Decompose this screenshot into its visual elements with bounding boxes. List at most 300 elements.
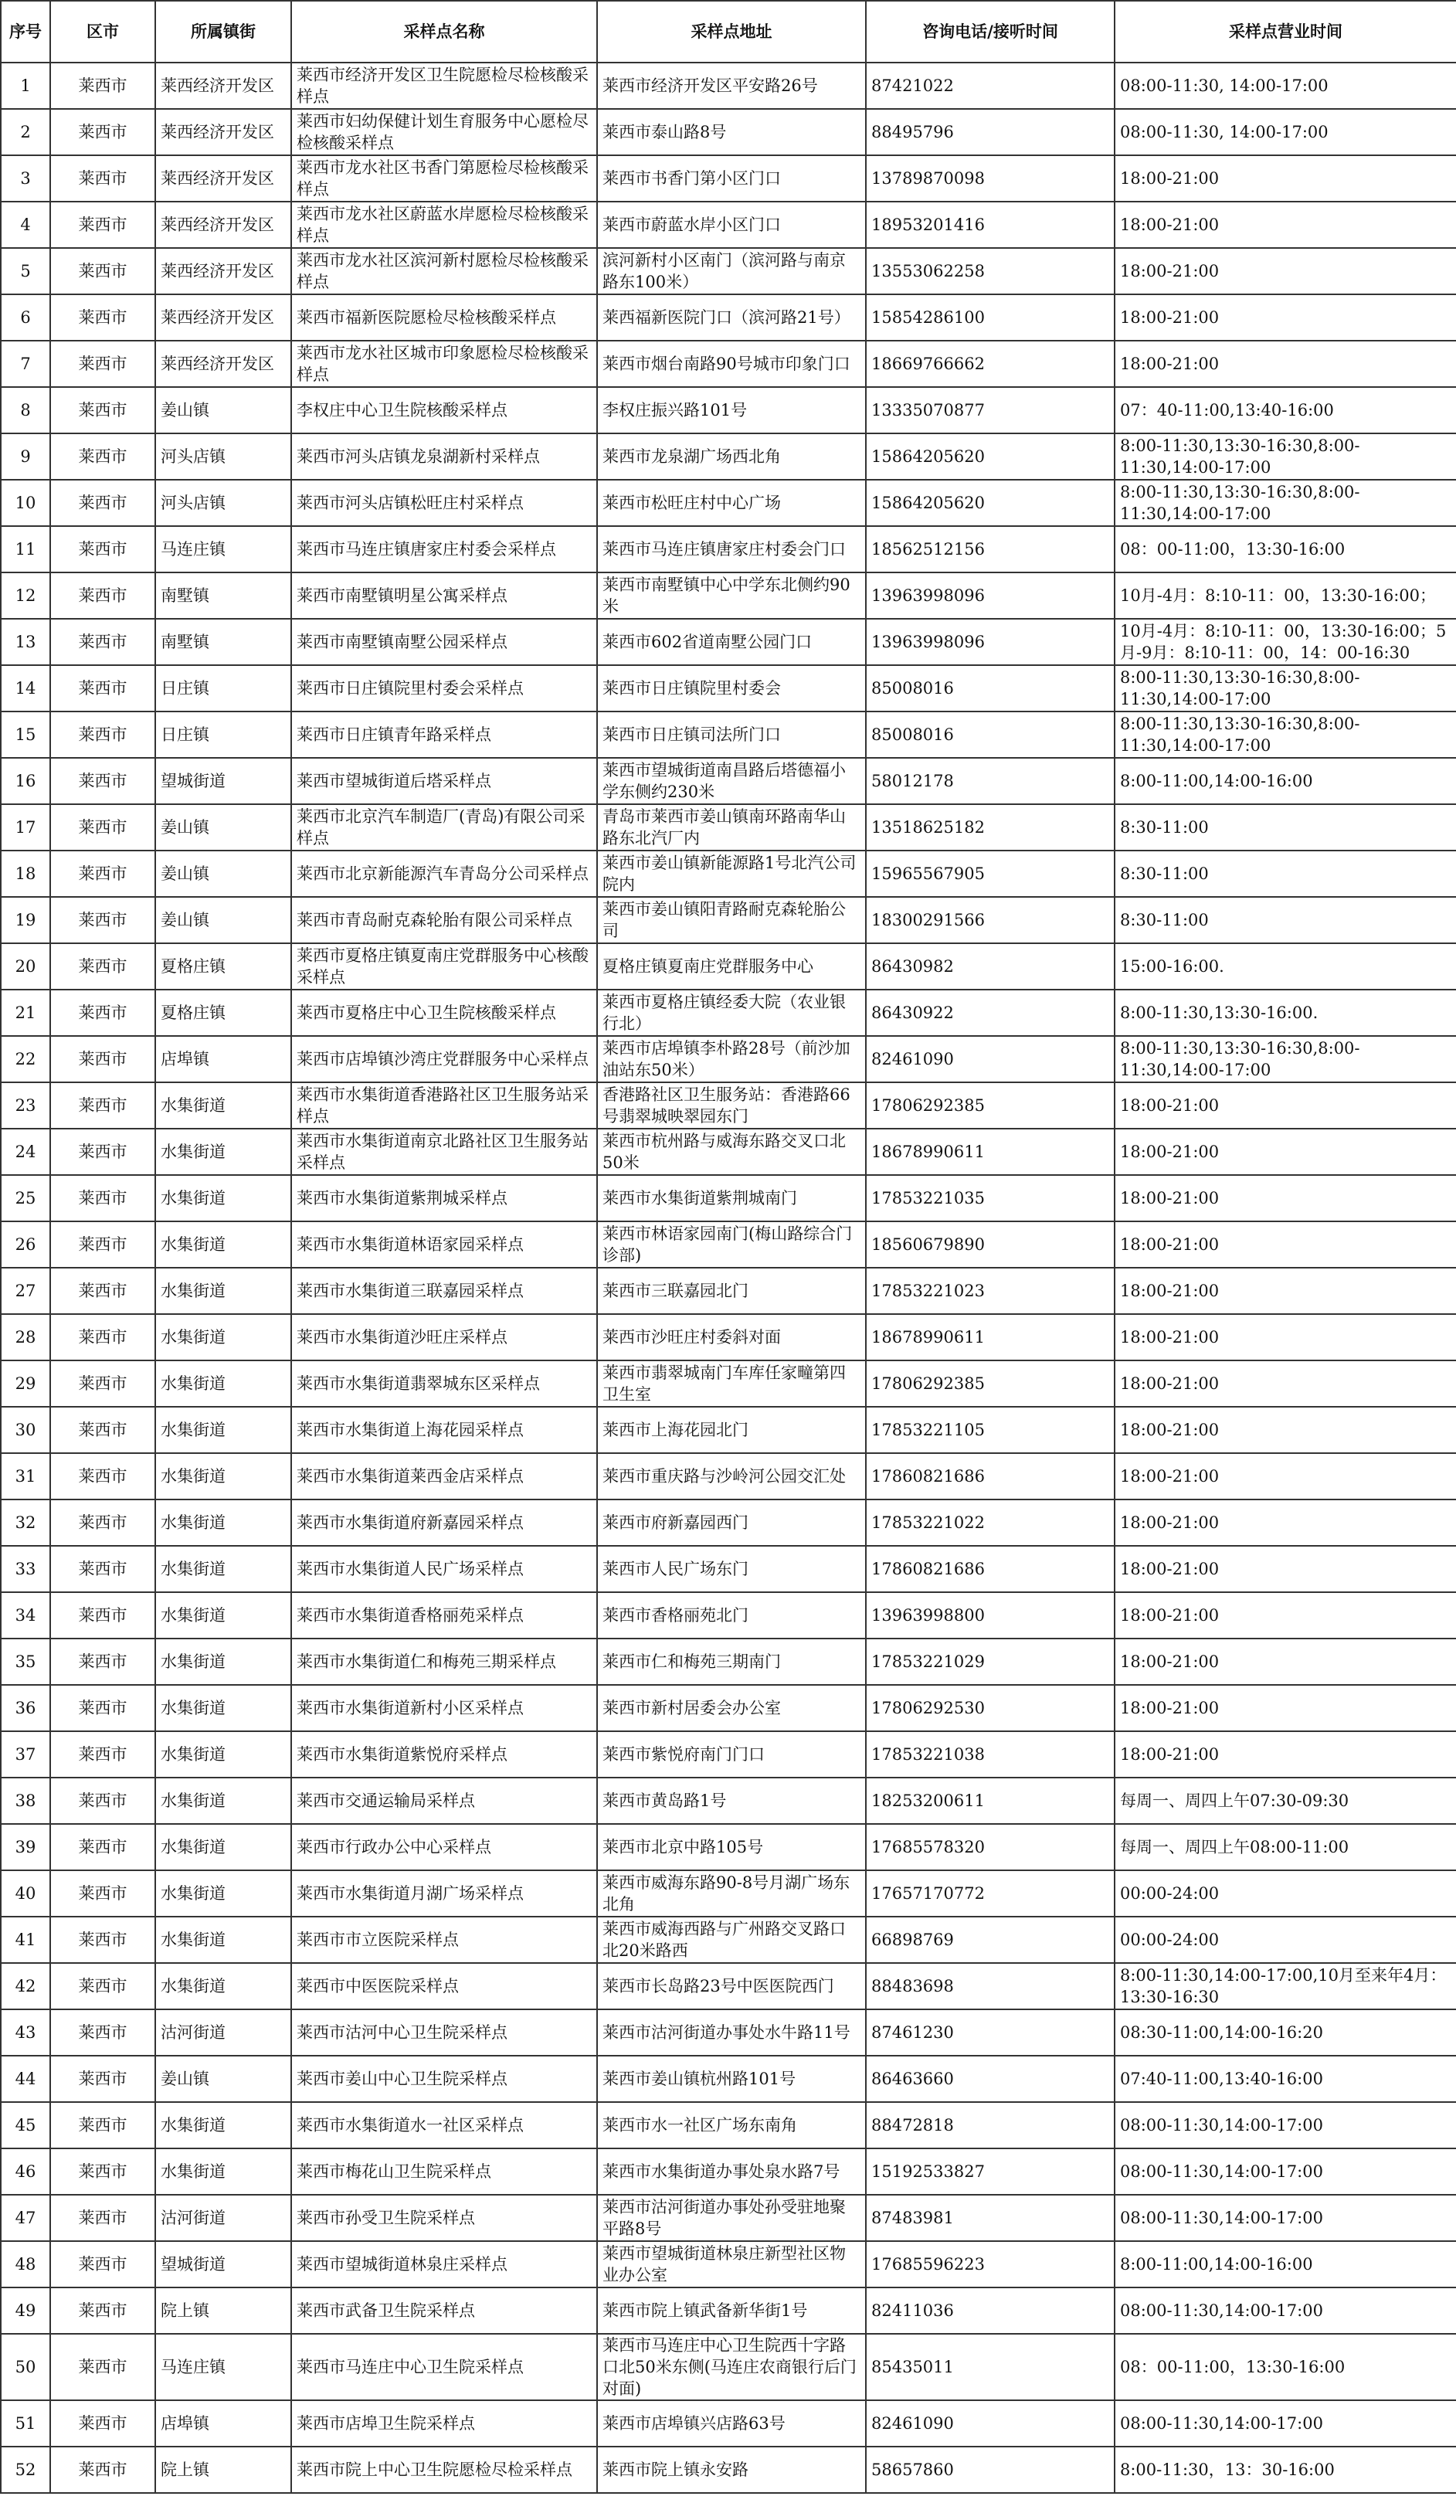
cell-district: 莱西市: [50, 1129, 155, 1175]
table-row: [1, 202, 1456, 248]
cell-site-name: 莱西市武备卫生院采样点: [291, 2287, 597, 2334]
cell-site-address: 莱西市沽河街道办事处孙受驻地聚平路8号: [597, 2195, 866, 2241]
cell-site-address: 莱西市水一社区广场东南角: [597, 2102, 866, 2148]
header-town: 所属镇街: [155, 1, 291, 63]
cell-site-address: 莱西市书香门第小区门口: [597, 155, 866, 202]
cell-index: 22: [1, 1036, 50, 1082]
cell-site-address: 青岛市莱西市姜山镇南环路南华山路东北汽厂内: [597, 804, 866, 851]
cell-district: 莱西市: [50, 1360, 155, 1407]
cell-hours: 08：00-11:00，13:30-16:00: [1115, 2334, 1456, 2400]
cell-site-address: 莱西市南墅镇中心中学东北侧约90米: [597, 572, 866, 619]
cell-hours: 08:00-11:30, 14:00-17:00: [1115, 109, 1456, 155]
cell-district: 莱西市: [50, 2056, 155, 2102]
cell-phone: 17860821686: [866, 1546, 1115, 1592]
table-row: [1, 619, 1456, 665]
cell-town: 望城街道: [155, 758, 291, 804]
cell-town: 水集街道: [155, 1685, 291, 1731]
cell-site-name: 莱西市院上中心卫生院愿检尽检采样点: [291, 2447, 597, 2493]
cell-site-name: 莱西市水集街道府新嘉园采样点: [291, 1499, 597, 1546]
cell-site-name: 莱西市日庄镇院里村委会采样点: [291, 665, 597, 712]
table-row: [1, 387, 1456, 433]
table-row: [1, 2287, 1456, 2334]
table-row: [1, 1546, 1456, 1592]
cell-phone: 58657860: [866, 2447, 1115, 2493]
cell-index: 30: [1, 1407, 50, 1453]
cell-town: 水集街道: [155, 1453, 291, 1499]
table-row: [1, 1963, 1456, 2009]
cell-index: 39: [1, 1824, 50, 1870]
cell-district: 莱西市: [50, 1221, 155, 1268]
cell-town: 水集街道: [155, 1175, 291, 1221]
cell-site-address: 莱西市翡翠城南门车库任家疃第四卫生室: [597, 1360, 866, 1407]
cell-index: 44: [1, 2056, 50, 2102]
cell-index: 16: [1, 758, 50, 804]
cell-phone: 18678990611: [866, 1314, 1115, 1360]
cell-site-address: 莱西市姜山镇新能源路1号北汽公司院内: [597, 851, 866, 897]
cell-site-name: 莱西市水集街道林语家园采样点: [291, 1221, 597, 1268]
table-row: [1, 63, 1456, 109]
cell-phone: 13553062258: [866, 248, 1115, 294]
cell-index: 4: [1, 202, 50, 248]
cell-hours: 18:00-21:00: [1115, 1221, 1456, 1268]
cell-site-name: 莱西市夏格庄中心卫生院核酸采样点: [291, 990, 597, 1036]
table-row: [1, 758, 1456, 804]
cell-site-name: 莱西市河头店镇龙泉湖新村采样点: [291, 433, 597, 480]
table-row: [1, 1036, 1456, 1082]
table-row: [1, 155, 1456, 202]
cell-hours: 18:00-21:00: [1115, 1360, 1456, 1407]
table-row: [1, 1082, 1456, 1129]
header-index: 序号: [1, 1, 50, 63]
cell-site-address: 莱西市香格丽苑北门: [597, 1592, 866, 1639]
cell-town: 水集街道: [155, 1268, 291, 1314]
cell-town: 院上镇: [155, 2447, 291, 2493]
header-hours: 采样点营业时间: [1115, 1, 1456, 63]
cell-site-address: 莱西市院上镇武备新华街1号: [597, 2287, 866, 2334]
cell-index: 43: [1, 2009, 50, 2056]
cell-index: 1: [1, 63, 50, 109]
cell-site-name: 莱西市水集街道莱西金店采样点: [291, 1453, 597, 1499]
cell-site-name: 莱西市水集街道香港路社区卫生服务站采样点: [291, 1082, 597, 1129]
cell-site-address: 莱西市杭州路与威海东路交叉口北50米: [597, 1129, 866, 1175]
cell-site-address: 莱西市店埠镇兴店路63号: [597, 2400, 866, 2447]
table-row: [1, 804, 1456, 851]
cell-town: 姜山镇: [155, 387, 291, 433]
cell-site-address: 滨河新村小区南门（滨河路与南京路东100米）: [597, 248, 866, 294]
table-row: [1, 2447, 1456, 2493]
cell-phone: 17806292530: [866, 1685, 1115, 1731]
cell-town: 水集街道: [155, 1407, 291, 1453]
cell-hours: 18:00-21:00: [1115, 1268, 1456, 1314]
cell-phone: 86463660: [866, 2056, 1115, 2102]
table-row: [1, 1917, 1456, 1963]
cell-index: 32: [1, 1499, 50, 1546]
cell-phone: 88472818: [866, 2102, 1115, 2148]
header-site-address: 采样点地址: [597, 1, 866, 63]
table-row: [1, 248, 1456, 294]
cell-hours: 18:00-21:00: [1115, 1639, 1456, 1685]
cell-district: 莱西市: [50, 1407, 155, 1453]
cell-index: 35: [1, 1639, 50, 1685]
cell-site-address: 莱西市松旺庄村中心广场: [597, 480, 866, 526]
cell-index: 11: [1, 526, 50, 572]
cell-town: 水集街道: [155, 1082, 291, 1129]
cell-index: 52: [1, 2447, 50, 2493]
cell-phone: 17853221022: [866, 1499, 1115, 1546]
cell-hours: 07:40-11:00,13:40-16:00: [1115, 2056, 1456, 2102]
header-phone: 咨询电话/接听时间: [866, 1, 1115, 63]
table-row: [1, 1221, 1456, 1268]
cell-town: 莱西经济开发区: [155, 294, 291, 341]
cell-site-address: 莱西市威海东路90-8号月湖广场东北角: [597, 1870, 866, 1917]
cell-index: 33: [1, 1546, 50, 1592]
cell-phone: 17853221023: [866, 1268, 1115, 1314]
cell-site-name: 莱西市水集街道南京北路社区卫生服务站采样点: [291, 1129, 597, 1175]
header-row: [1, 1, 1456, 63]
cell-town: 店埠镇: [155, 1036, 291, 1082]
cell-district: 莱西市: [50, 433, 155, 480]
cell-phone: 17685596223: [866, 2241, 1115, 2287]
cell-index: 37: [1, 1731, 50, 1778]
cell-town: 莱西经济开发区: [155, 341, 291, 387]
cell-site-address: 莱西市水集街道办事处泉水路7号: [597, 2148, 866, 2195]
table-row: [1, 1778, 1456, 1824]
cell-district: 莱西市: [50, 387, 155, 433]
cell-site-address: 莱西市望城街道林泉庄新型社区物业办公室: [597, 2241, 866, 2287]
cell-site-address: 莱西市上海花园北门: [597, 1407, 866, 1453]
cell-hours: 10月-4月：8:10-11：00，13:30-16:00；5月-9月：8:10-11：00，14：00-16:30: [1115, 619, 1456, 665]
cell-site-address: 李权庄振兴路101号: [597, 387, 866, 433]
cell-phone: 17853221105: [866, 1407, 1115, 1453]
cell-phone: 85008016: [866, 712, 1115, 758]
cell-town: 南墅镇: [155, 572, 291, 619]
cell-index: 8: [1, 387, 50, 433]
cell-site-address: 莱西市水集街道紫荆城南门: [597, 1175, 866, 1221]
cell-site-address: 莱西市长岛路23号中医医院西门: [597, 1963, 866, 2009]
cell-hours: 18:00-21:00: [1115, 1592, 1456, 1639]
cell-district: 莱西市: [50, 1499, 155, 1546]
cell-phone: 15965567905: [866, 851, 1115, 897]
cell-phone: 18953201416: [866, 202, 1115, 248]
cell-town: 河头店镇: [155, 480, 291, 526]
cell-district: 莱西市: [50, 1036, 155, 1082]
cell-index: 25: [1, 1175, 50, 1221]
cell-index: 18: [1, 851, 50, 897]
cell-site-name: 莱西市水集街道紫荆城采样点: [291, 1175, 597, 1221]
cell-town: 水集街道: [155, 1731, 291, 1778]
cell-town: 河头店镇: [155, 433, 291, 480]
cell-phone: 13789870098: [866, 155, 1115, 202]
cell-index: 48: [1, 2241, 50, 2287]
table-row: [1, 990, 1456, 1036]
cell-index: 31: [1, 1453, 50, 1499]
cell-hours: 18:00-21:00: [1115, 202, 1456, 248]
cell-site-name: 莱西市龙水社区书香门第愿检尽检核酸采样点: [291, 155, 597, 202]
cell-phone: 86430982: [866, 943, 1115, 990]
cell-town: 水集街道: [155, 1221, 291, 1268]
cell-site-name: 莱西市龙水社区城市印象愿检尽检核酸采样点: [291, 341, 597, 387]
cell-district: 莱西市: [50, 1639, 155, 1685]
cell-site-name: 莱西市水集街道仁和梅苑三期采样点: [291, 1639, 597, 1685]
cell-site-address: 莱西福新医院门口（滨河路21号）: [597, 294, 866, 341]
cell-site-name: 莱西市马连庄中心卫生院采样点: [291, 2334, 597, 2400]
table-row: [1, 1453, 1456, 1499]
cell-site-address: 莱西市林语家园南门(梅山路综合门诊部): [597, 1221, 866, 1268]
cell-site-address: 莱西市姜山镇杭州路101号: [597, 2056, 866, 2102]
table-header: [1, 1, 1456, 63]
cell-site-name: 莱西市孙受卫生院采样点: [291, 2195, 597, 2241]
cell-district: 莱西市: [50, 1824, 155, 1870]
cell-town: 姜山镇: [155, 2056, 291, 2102]
cell-site-name: 李权庄中心卫生院核酸采样点: [291, 387, 597, 433]
cell-phone: 15864205620: [866, 433, 1115, 480]
cell-site-name: 莱西市望城街道林泉庄采样点: [291, 2241, 597, 2287]
cell-hours: 8:00-11:30,13:30-16:30,8:00-11:30,14:00-17:00: [1115, 433, 1456, 480]
cell-hours: 08：00-11:00，13:30-16:00: [1115, 526, 1456, 572]
cell-town: 水集街道: [155, 1546, 291, 1592]
cell-town: 水集街道: [155, 2148, 291, 2195]
cell-site-address: 莱西市重庆路与沙岭河公园交汇处: [597, 1453, 866, 1499]
cell-district: 莱西市: [50, 341, 155, 387]
cell-district: 莱西市: [50, 155, 155, 202]
cell-town: 莱西经济开发区: [155, 109, 291, 155]
cell-phone: 17853221038: [866, 1731, 1115, 1778]
cell-site-name: 莱西市水集街道紫悦府采样点: [291, 1731, 597, 1778]
cell-town: 夏格庄镇: [155, 990, 291, 1036]
cell-phone: 17860821686: [866, 1453, 1115, 1499]
table-row: [1, 1870, 1456, 1917]
cell-site-address: 莱西市三联嘉园北门: [597, 1268, 866, 1314]
cell-site-address: 莱西市龙泉湖广场西北角: [597, 433, 866, 480]
cell-phone: 15854286100: [866, 294, 1115, 341]
cell-phone: 17657170772: [866, 1870, 1115, 1917]
cell-town: 水集街道: [155, 1778, 291, 1824]
cell-index: 46: [1, 2148, 50, 2195]
table-row: [1, 1129, 1456, 1175]
cell-index: 38: [1, 1778, 50, 1824]
cell-town: 日庄镇: [155, 712, 291, 758]
table-row: [1, 2195, 1456, 2241]
cell-hours: 18:00-21:00: [1115, 1499, 1456, 1546]
cell-index: 24: [1, 1129, 50, 1175]
cell-site-name: 莱西市水集街道新村小区采样点: [291, 1685, 597, 1731]
cell-hours: 18:00-21:00: [1115, 1082, 1456, 1129]
cell-phone: 13963998096: [866, 572, 1115, 619]
cell-phone: 17806292385: [866, 1082, 1115, 1129]
cell-hours: 08:00-11:30,14:00-17:00: [1115, 2102, 1456, 2148]
cell-town: 姜山镇: [155, 851, 291, 897]
cell-index: 42: [1, 1963, 50, 2009]
table-row: [1, 1639, 1456, 1685]
cell-hours: 8:30-11:00: [1115, 851, 1456, 897]
cell-town: 姜山镇: [155, 897, 291, 943]
cell-district: 莱西市: [50, 665, 155, 712]
cell-site-name: 莱西市北京新能源汽车青岛分公司采样点: [291, 851, 597, 897]
cell-hours: 00:00-24:00: [1115, 1917, 1456, 1963]
cell-town: 水集街道: [155, 1870, 291, 1917]
header-site-name: 采样点名称: [291, 1, 597, 63]
table-row: [1, 109, 1456, 155]
cell-district: 莱西市: [50, 294, 155, 341]
table-row: [1, 2056, 1456, 2102]
table-row: [1, 2102, 1456, 2148]
cell-phone: 13335070877: [866, 387, 1115, 433]
cell-site-address: 莱西市新村居委会办公室: [597, 1685, 866, 1731]
cell-phone: 86430922: [866, 990, 1115, 1036]
cell-hours: 18:00-21:00: [1115, 1731, 1456, 1778]
cell-phone: 18562512156: [866, 526, 1115, 572]
cell-town: 望城街道: [155, 2241, 291, 2287]
cell-hours: 18:00-21:00: [1115, 1175, 1456, 1221]
cell-site-name: 莱西市店埠镇沙湾庄党群服务中心采样点: [291, 1036, 597, 1082]
cell-town: 马连庄镇: [155, 2334, 291, 2400]
cell-district: 莱西市: [50, 109, 155, 155]
cell-hours: 8:00-11:00,14:00-16:00: [1115, 758, 1456, 804]
cell-index: 6: [1, 294, 50, 341]
table-row: [1, 2241, 1456, 2287]
cell-district: 莱西市: [50, 1082, 155, 1129]
cell-town: 水集街道: [155, 1639, 291, 1685]
cell-phone: 82411036: [866, 2287, 1115, 2334]
table-row: [1, 1268, 1456, 1314]
cell-hours: 8:00-11:30,13:30-16:30,8:00-11:30,14:00-17:00: [1115, 712, 1456, 758]
cell-index: 47: [1, 2195, 50, 2241]
cell-hours: 每周一、周四上午07:30-09:30: [1115, 1778, 1456, 1824]
cell-hours: 8:00-11:30,13:30-16:30,8:00-11:30,14:00-17:00: [1115, 480, 1456, 526]
cell-hours: 8:00-11:30,14:00-17:00,10月至来年4月：13:30-16:30: [1115, 1963, 1456, 2009]
cell-site-name: 莱西市福新医院愿检尽检核酸采样点: [291, 294, 597, 341]
cell-phone: 82461090: [866, 2400, 1115, 2447]
cell-town: 水集街道: [155, 1592, 291, 1639]
cell-hours: 8:30-11:00: [1115, 897, 1456, 943]
table-row: [1, 1360, 1456, 1407]
cell-district: 莱西市: [50, 1731, 155, 1778]
table-row: [1, 1175, 1456, 1221]
cell-site-address: 莱西市店埠镇李朴路28号（前沙加油站东50米）: [597, 1036, 866, 1082]
cell-hours: 07：40-11:00,13:40-16:00: [1115, 387, 1456, 433]
cell-hours: 18:00-21:00: [1115, 294, 1456, 341]
cell-phone: 15192533827: [866, 2148, 1115, 2195]
header-district: 区市: [50, 1, 155, 63]
cell-site-name: 莱西市南墅镇南墅公园采样点: [291, 619, 597, 665]
cell-site-name: 莱西市水集街道水一社区采样点: [291, 2102, 597, 2148]
cell-site-address: 莱西市602省道南墅公园门口: [597, 619, 866, 665]
cell-site-address: 莱西市烟台南路90号城市印象门口: [597, 341, 866, 387]
cell-town: 水集街道: [155, 1963, 291, 2009]
cell-site-name: 莱西市龙水社区滨河新村愿检尽检核酸采样点: [291, 248, 597, 294]
cell-district: 莱西市: [50, 1453, 155, 1499]
cell-phone: 85435011: [866, 2334, 1115, 2400]
cell-hours: 8:00-11:30,13:30-16:00.: [1115, 990, 1456, 1036]
cell-site-address: 莱西市马连庄镇唐家庄村委会门口: [597, 526, 866, 572]
cell-phone: 15864205620: [866, 480, 1115, 526]
cell-phone: 18253200611: [866, 1778, 1115, 1824]
cell-town: 夏格庄镇: [155, 943, 291, 990]
cell-town: 莱西经济开发区: [155, 155, 291, 202]
cell-hours: 18:00-21:00: [1115, 155, 1456, 202]
cell-town: 水集街道: [155, 1824, 291, 1870]
cell-phone: 85008016: [866, 665, 1115, 712]
cell-hours: 每周一、周四上午08:00-11:00: [1115, 1824, 1456, 1870]
table-row: [1, 1685, 1456, 1731]
cell-site-address: 莱西市仁和梅苑三期南门: [597, 1639, 866, 1685]
cell-phone: 13963998096: [866, 619, 1115, 665]
cell-town: 院上镇: [155, 2287, 291, 2334]
table-row: [1, 943, 1456, 990]
cell-site-name: 莱西市妇幼保健计划生育服务中心愿检尽检核酸采样点: [291, 109, 597, 155]
cell-district: 莱西市: [50, 2009, 155, 2056]
cell-site-address: 香港路社区卫生服务站：香港路66号翡翠城映翠园东门: [597, 1082, 866, 1129]
cell-hours: 00:00-24:00: [1115, 1870, 1456, 1917]
table-row: [1, 851, 1456, 897]
cell-district: 莱西市: [50, 1963, 155, 2009]
cell-town: 姜山镇: [155, 804, 291, 851]
cell-hours: 08:00-11:30, 14:00-17:00: [1115, 63, 1456, 109]
cell-district: 莱西市: [50, 1546, 155, 1592]
cell-town: 莱西经济开发区: [155, 63, 291, 109]
cell-district: 莱西市: [50, 712, 155, 758]
table-row: [1, 433, 1456, 480]
cell-district: 莱西市: [50, 2148, 155, 2195]
table-row: [1, 1731, 1456, 1778]
cell-site-name: 莱西市店埠卫生院采样点: [291, 2400, 597, 2447]
cell-district: 莱西市: [50, 1870, 155, 1917]
cell-index: 20: [1, 943, 50, 990]
cell-site-name: 莱西市姜山中心卫生院采样点: [291, 2056, 597, 2102]
cell-district: 莱西市: [50, 851, 155, 897]
cell-district: 莱西市: [50, 1778, 155, 1824]
table-row: [1, 712, 1456, 758]
cell-town: 莱西经济开发区: [155, 202, 291, 248]
cell-district: 莱西市: [50, 758, 155, 804]
cell-index: 13: [1, 619, 50, 665]
cell-index: 21: [1, 990, 50, 1036]
cell-index: 26: [1, 1221, 50, 1268]
cell-site-name: 莱西市市立医院采样点: [291, 1917, 597, 1963]
cell-hours: 8:00-11:00,14:00-16:00: [1115, 2241, 1456, 2287]
cell-site-address: 莱西市紫悦府南门门口: [597, 1731, 866, 1778]
cell-index: 51: [1, 2400, 50, 2447]
cell-district: 莱西市: [50, 619, 155, 665]
cell-site-name: 莱西市水集街道上海花园采样点: [291, 1407, 597, 1453]
cell-site-name: 莱西市水集街道香格丽苑采样点: [291, 1592, 597, 1639]
cell-index: 9: [1, 433, 50, 480]
cell-town: 南墅镇: [155, 619, 291, 665]
cell-site-address: 莱西市经济开发区平安路26号: [597, 63, 866, 109]
cell-hours: 8:30-11:00: [1115, 804, 1456, 851]
cell-phone: 82461090: [866, 1036, 1115, 1082]
cell-index: 40: [1, 1870, 50, 1917]
cell-phone: 18300291566: [866, 897, 1115, 943]
cell-site-address: 莱西市人民广场东门: [597, 1546, 866, 1592]
table-row: [1, 1592, 1456, 1639]
cell-hours: 18:00-21:00: [1115, 1407, 1456, 1453]
cell-phone: 87461230: [866, 2009, 1115, 2056]
cell-site-address: 莱西市北京中路105号: [597, 1824, 866, 1870]
cell-hours: 08:00-11:30,14:00-17:00: [1115, 2400, 1456, 2447]
table-row: [1, 1824, 1456, 1870]
cell-site-name: 莱西市水集街道翡翠城东区采样点: [291, 1360, 597, 1407]
cell-site-name: 莱西市水集街道月湖广场采样点: [291, 1870, 597, 1917]
cell-hours: 18:00-21:00: [1115, 1129, 1456, 1175]
cell-phone: 13963998800: [866, 1592, 1115, 1639]
cell-phone: 13518625182: [866, 804, 1115, 851]
cell-district: 莱西市: [50, 2334, 155, 2400]
cell-site-address: 莱西市威海西路与广州路交叉路口北20米路西: [597, 1917, 866, 1963]
cell-site-address: 莱西市日庄镇司法所门口: [597, 712, 866, 758]
cell-site-name: 莱西市中医医院采样点: [291, 1963, 597, 2009]
cell-hours: 08:00-11:30,14:00-17:00: [1115, 2148, 1456, 2195]
